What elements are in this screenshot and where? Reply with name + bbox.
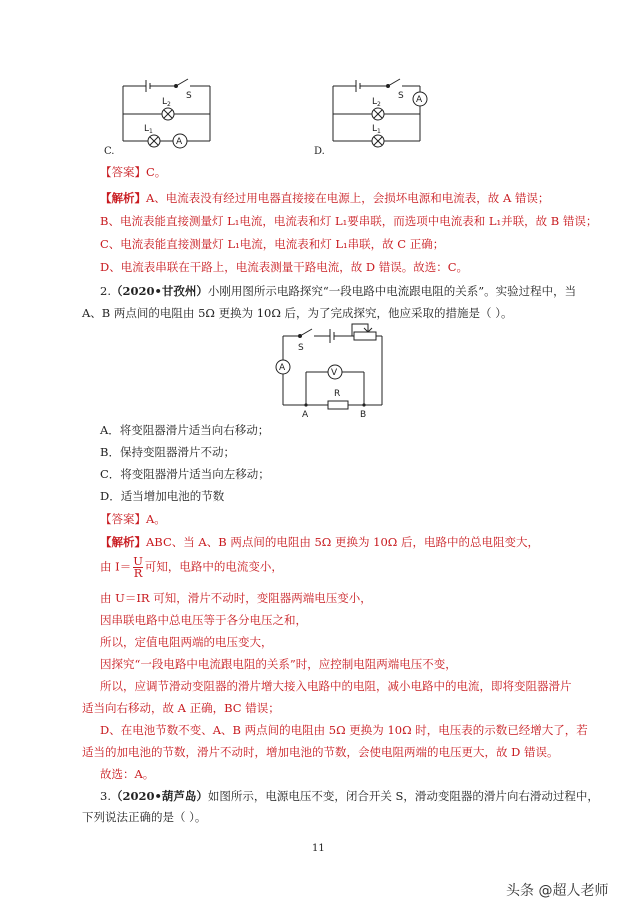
option-d-label: D.: [314, 146, 325, 157]
q2-option-d: D．适当增加电池的节数: [100, 489, 225, 503]
analysis-text: A、电流表没有经过用电器直接接在电源上，会损坏电源和电流表，故 A 错误；: [146, 191, 550, 205]
q2-analysis-4: 因串联电路中总电压等于各分电压之和，: [100, 613, 307, 627]
q2-analysis-6: 因探究“一段电路中电流跟电阻的关系”时，应控制电阻两端电压不变，: [100, 657, 457, 671]
ammeter-label: A: [279, 363, 286, 373]
q2-analysis-5: 所以，定值电阻两端的电压变大，: [100, 635, 273, 649]
voltmeter-label: V: [331, 368, 338, 378]
fraction-numerator: U: [133, 554, 143, 568]
option-c-label: C.: [104, 146, 115, 157]
point-a-label: A: [302, 410, 309, 420]
lamp-l2-label: $L_2$: [372, 97, 381, 108]
circuit-diagram-option-d: [328, 76, 433, 158]
question-text: 小刚用图所示电路探究“一段电路中电流跟电阻的关系”。实验过程中，当: [207, 284, 577, 298]
question-number: 2.: [100, 284, 111, 298]
fraction: [133, 556, 143, 579]
q1-answer: 【答案】C。: [100, 165, 167, 179]
switch-label: S: [398, 91, 404, 101]
q2-analysis-formula: [100, 556, 283, 579]
q2-answer: 【答案】A。: [100, 512, 166, 526]
q2-option-a: A．将变阻器滑片适当向右移动；: [100, 423, 270, 437]
lamp-l2-label: $L_2$: [162, 97, 171, 108]
q2-analysis-1: [100, 534, 539, 550]
resistor-label: R: [334, 389, 341, 399]
question-text: 如图所示，电源电压不变，闭合开关 S，滑动变阻器的滑片向右滑动过程中，: [207, 789, 599, 803]
q1-analysis-d: D、电流表串联在干路上，电流表测量干路电流，故 D 错误。故选：C。: [100, 260, 469, 274]
q2-option-b: B．保持变阻器滑片不动；: [100, 445, 235, 459]
ammeter-label: A: [416, 95, 423, 105]
formula-suffix: 可知，电路中的电流变小，: [144, 559, 283, 574]
page-number: 11: [312, 843, 325, 854]
fraction-denominator: R: [133, 566, 143, 580]
lamp-l1-label: $L_1$: [372, 124, 381, 135]
question-number: 3.: [100, 789, 111, 803]
q2-stem-line-1: [100, 283, 576, 299]
analysis-tag: 【解析】: [100, 191, 146, 205]
q3-stem-line-2: 下列说法正确的是（ ）。: [82, 810, 207, 824]
q1-analysis-a: [100, 190, 549, 206]
q2-analysis-7: 所以，应调节滑动变阻器的滑片增大接入电路中的电阻，减小电路中的电流，即将变阻器滑片: [100, 679, 572, 693]
q2-stem-line-2: A、B 两点间的电阻由 5Ω 更换为 10Ω 后，为了完成探究，他应采取的措施是（ ）。: [82, 306, 513, 320]
q2-analysis-10: 适当的加电池的节数，滑片不动时，增加电池的节数，会使电阻两端的电压更大，故 D 错误。: [82, 745, 559, 759]
q2-analysis-9: D、在电池节数不变、A、B 两点间的电阻由 5Ω 更换为 10Ω 时，电压表的示数已经增大了，若: [100, 723, 588, 737]
lamp-l1-label: $L_1$: [144, 124, 153, 135]
ammeter-label: A: [176, 137, 183, 147]
point-b-label: B: [360, 410, 367, 420]
q1-analysis-c: C、电流表能直接测量灯 L₁电流，电流表和灯 L₁串联，故 C 正确；: [100, 237, 445, 251]
q1-analysis-b: B、电流表能直接测量灯 L₁电流，电流表和灯 L₁要串联，而选项中电流表和 L₁并联，故 B 错误；: [100, 214, 598, 228]
q2-analysis-3: 由 U＝IR 可知，滑片不动时，变阻器两端电压变小，: [100, 591, 372, 605]
circuit-diagram-option-c: [118, 76, 218, 158]
question-source: （2020•葫芦岛）: [110, 789, 208, 803]
analysis-tag: 【解析】: [100, 535, 146, 549]
formula-prefix: 由 I＝: [100, 559, 132, 574]
question-source: （2020•甘孜州）: [110, 284, 208, 298]
q2-option-c: C．将变阻器滑片适当向左移动；: [100, 467, 270, 481]
analysis-text: ABC、当 A、B 两点间的电阻由 5Ω 更换为 10Ω 后，电路中的总电阻变大，: [146, 535, 539, 549]
q2-circuit-diagram: [268, 320, 388, 420]
q2-analysis-8: 适当向右移动，故 A 正确，BC 错误；: [82, 701, 280, 715]
watermark: 头条 @超人老师: [506, 883, 609, 899]
switch-label: S: [298, 343, 304, 353]
q2-analysis-11: 故选：A。: [100, 767, 155, 781]
q3-stem-line-1: [100, 788, 599, 804]
switch-label: S: [186, 91, 192, 101]
